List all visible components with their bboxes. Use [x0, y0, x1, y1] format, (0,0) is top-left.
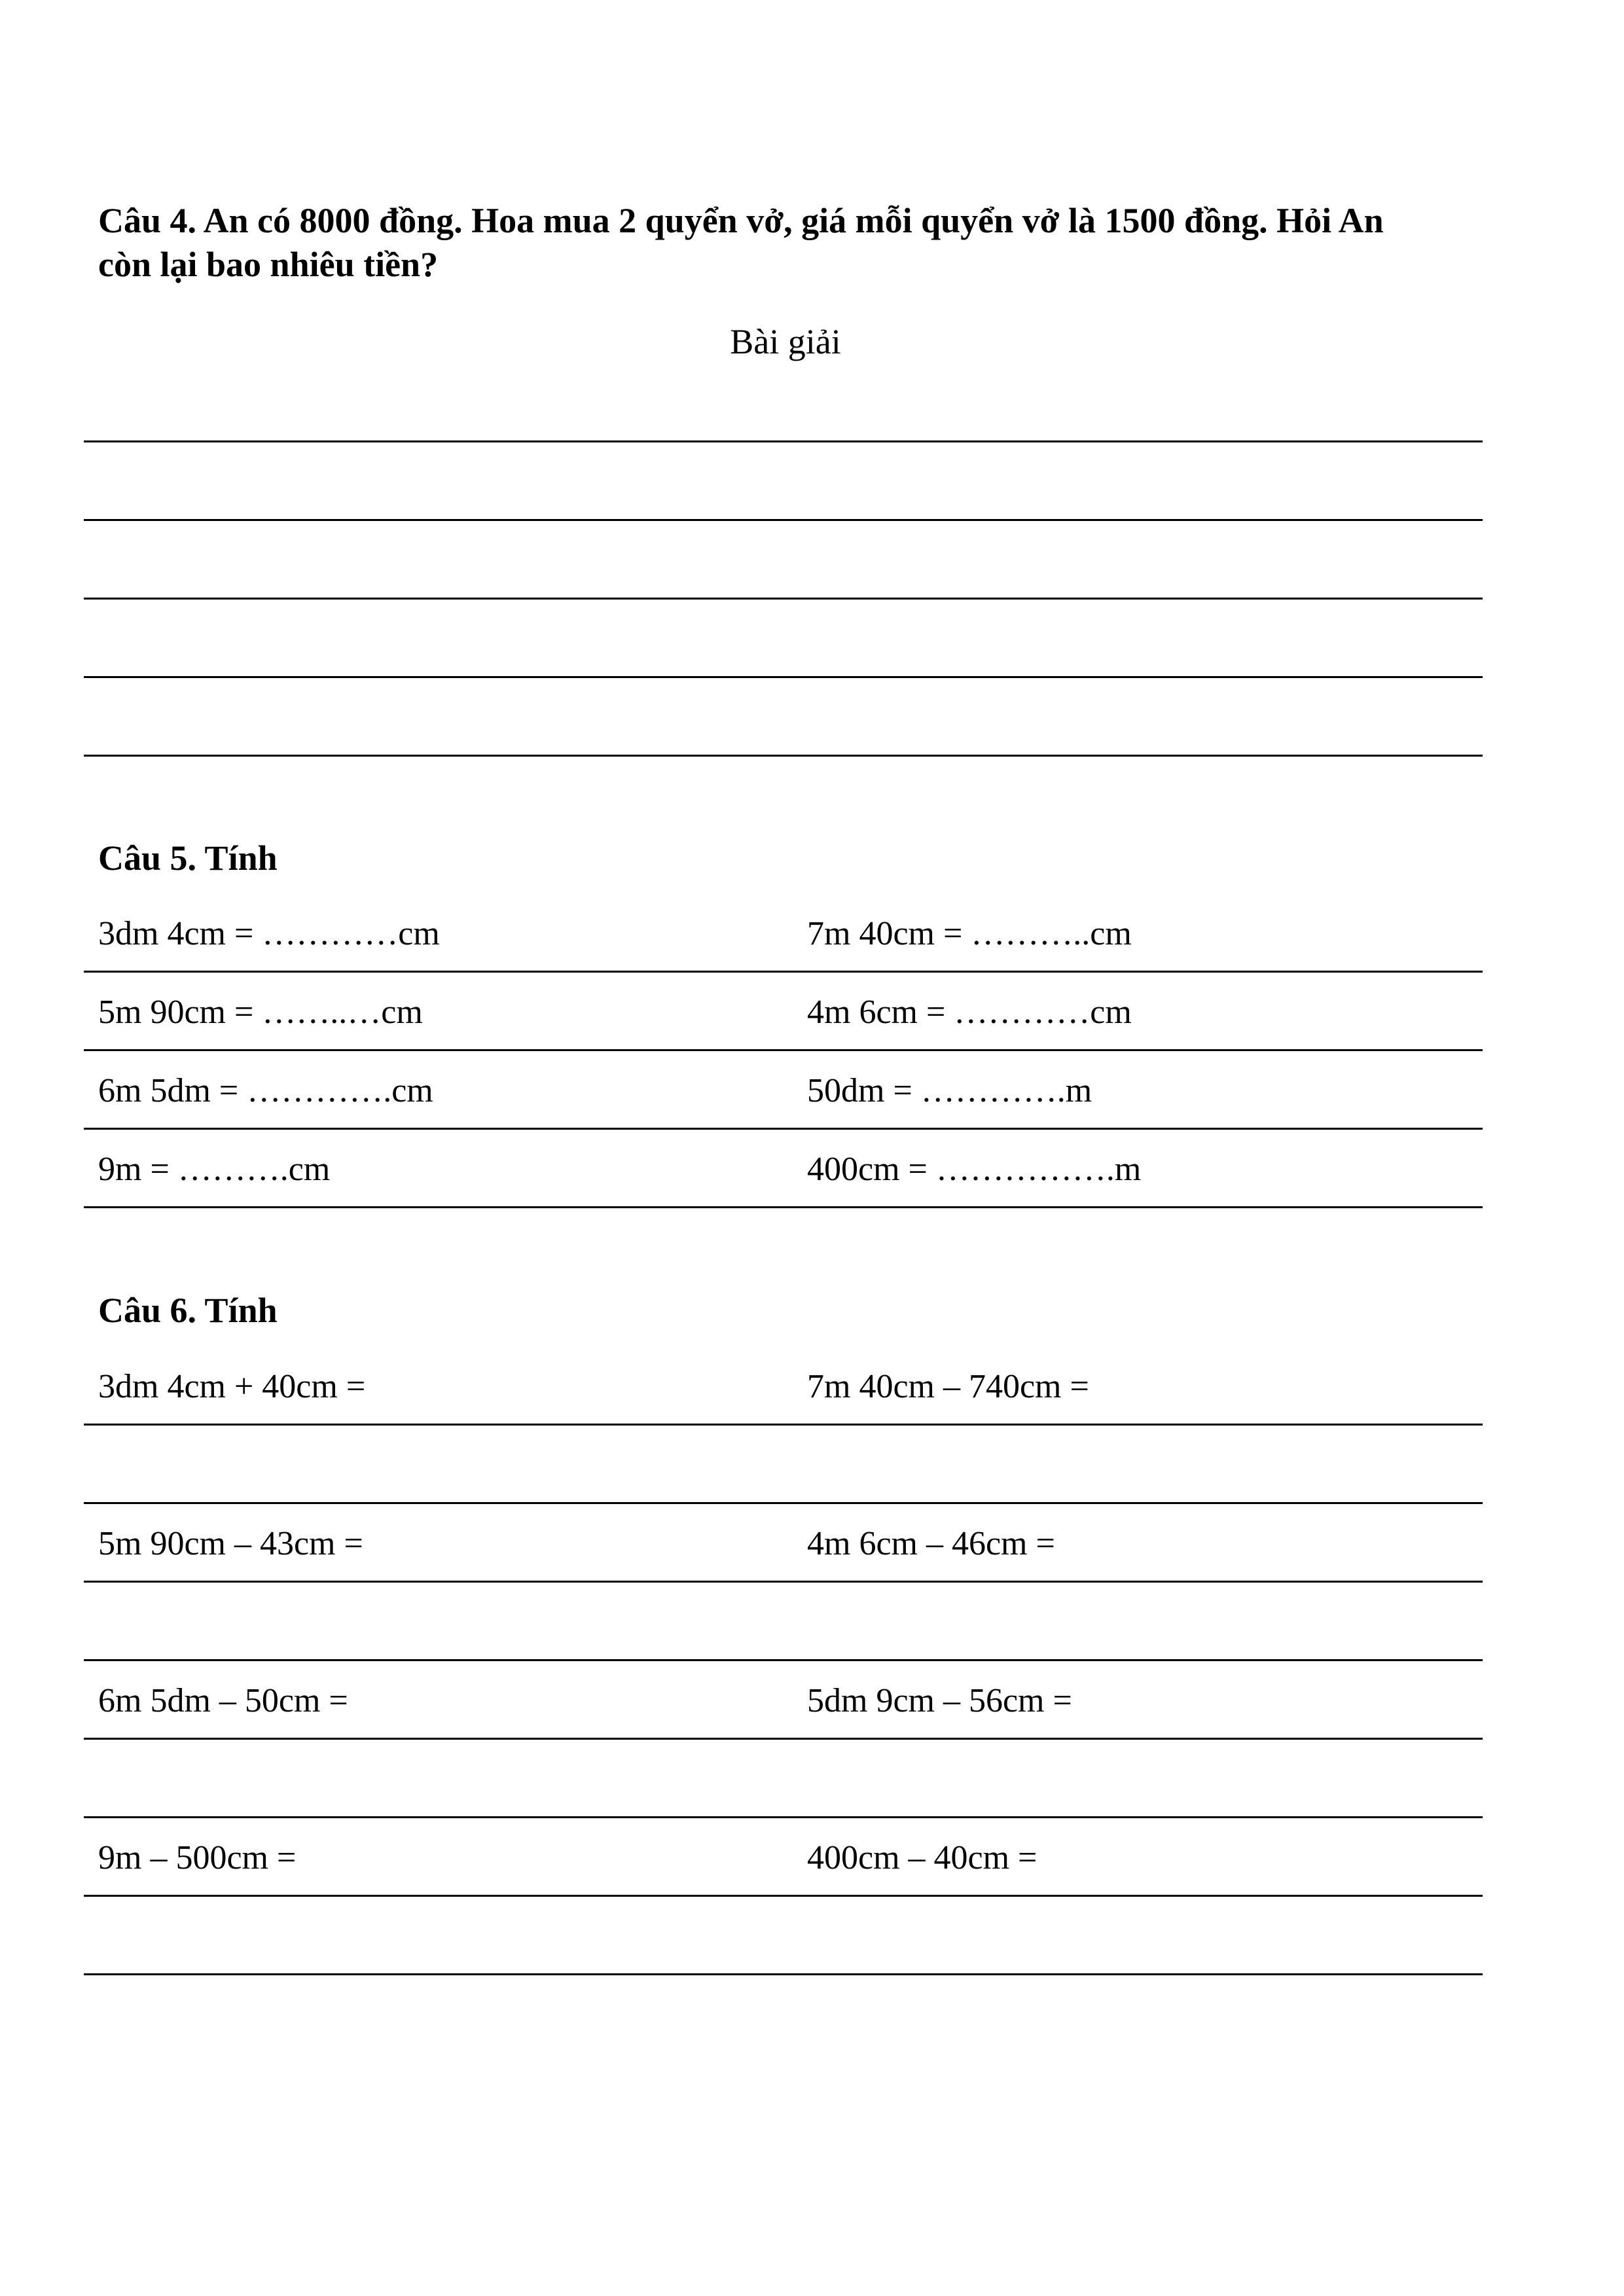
q6-row-1-right: 7m 40cm – 740cm =	[807, 1368, 1089, 1405]
q6-row-4-left: 9m – 500cm =	[98, 1839, 297, 1876]
q6-row-3-left: 6m 5dm – 50cm =	[98, 1682, 348, 1719]
answer-line	[84, 1973, 1483, 1975]
q5-row-2-left: 5m 90cm = ……..…cm	[98, 994, 423, 1031]
answer-line	[84, 1502, 1483, 1504]
q6-row-2-left: 5m 90cm – 43cm =	[98, 1525, 363, 1562]
table-row-divider	[84, 1128, 1483, 1130]
answer-line	[84, 519, 1483, 521]
q5-title: Câu 5. Tính	[98, 838, 278, 878]
answer-line	[84, 440, 1483, 442]
q5-row-1-right: 7m 40cm = ………..cm	[807, 915, 1132, 952]
answer-line	[84, 676, 1483, 678]
q5-row-4-left: 9m = ……….cm	[98, 1151, 331, 1188]
q4-solution-heading: Bài giải	[730, 322, 841, 361]
q5-row-1-left: 3dm 4cm = …………cm	[98, 915, 440, 952]
q6-row-2-right: 4m 6cm – 46cm =	[807, 1525, 1055, 1562]
q6-row-3-right: 5dm 9cm – 56cm =	[807, 1682, 1072, 1719]
q5-row-3-left: 6m 5dm = ………….cm	[98, 1072, 433, 1109]
answer-line	[84, 1659, 1483, 1661]
q6-title: Câu 6. Tính	[98, 1291, 278, 1330]
q6-row-4-right: 400cm – 40cm =	[807, 1839, 1038, 1876]
table-row-divider	[84, 1206, 1483, 1208]
answer-line	[84, 1424, 1483, 1426]
answer-line	[84, 1738, 1483, 1740]
q5-row-3-right: 50dm = ………….m	[807, 1072, 1092, 1109]
table-row-divider	[84, 971, 1483, 973]
answer-line	[84, 1581, 1483, 1583]
q6-row-1-left: 3dm 4cm + 40cm =	[98, 1368, 366, 1405]
answer-line	[84, 598, 1483, 600]
table-row-divider	[84, 1049, 1483, 1051]
q5-row-2-right: 4m 6cm = …………cm	[807, 994, 1132, 1031]
q4-question-line-1: Câu 4. An có 8000 đồng. Hoa mua 2 quyển vở, giá mỗi quyển vở là 1500 đồng. Hỏi An	[98, 201, 1384, 240]
q4-question-line-2: còn lại bao nhiêu tiền?	[98, 245, 439, 284]
q5-row-4-right: 400cm = …………….m	[807, 1151, 1142, 1188]
answer-line	[84, 755, 1483, 757]
answer-line	[84, 1816, 1483, 1818]
answer-line	[84, 1895, 1483, 1897]
